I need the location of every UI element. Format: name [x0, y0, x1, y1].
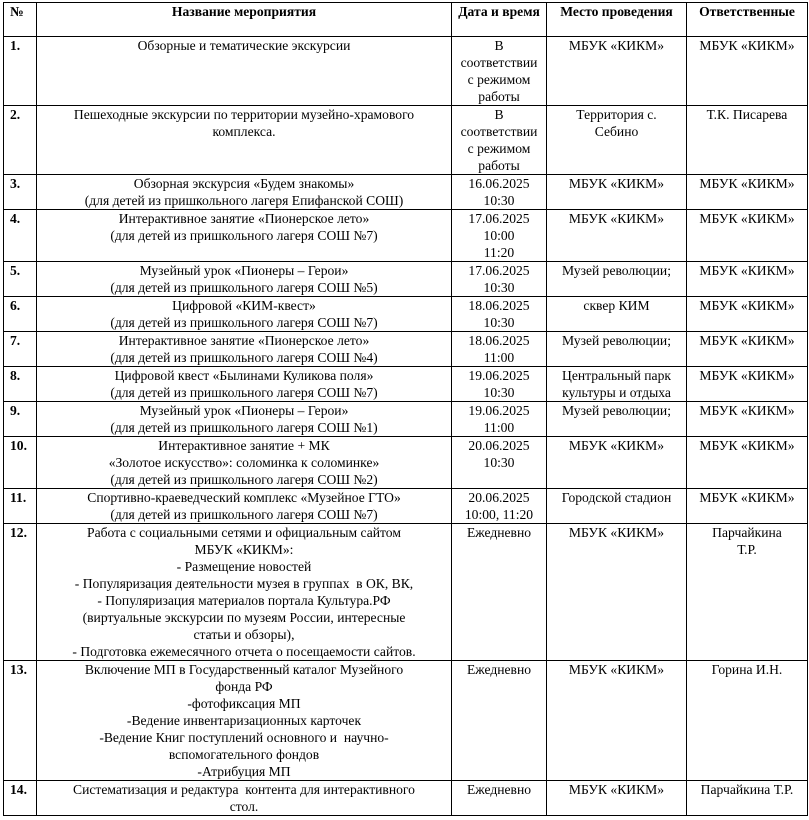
- cell-text-line: (для детей из пришкольного лагеря СОШ №7): [110, 315, 378, 330]
- cell-text-line: МБУК «КИКМ»: [699, 333, 795, 348]
- cell-text-line: Городской стадион: [561, 490, 672, 505]
- cell-text-line: Т.К. Писарева: [706, 107, 788, 122]
- event-name-cell: [37, 661, 452, 781]
- responsible-cell: [687, 781, 808, 816]
- header-name: Название мероприятия: [37, 3, 452, 37]
- responsible-cell: [687, 297, 808, 332]
- cell-text-line: МБУК «КИКМ»: [568, 662, 665, 677]
- event-name-cell: [37, 37, 452, 106]
- cell-text-line: Спортивно-краеведческий комплекс «Музейное ГТО»: [87, 490, 401, 505]
- cell-text-line: Цифровой квест «Былинами Куликова поля»: [114, 368, 374, 383]
- cell-text-line: 10:30: [483, 280, 515, 295]
- cell-text-line: Музейный урок «Пионеры – Герои»: [139, 263, 349, 278]
- cell-text-line: 18.06.2025: [468, 333, 530, 348]
- cell-text-line: соответствии: [460, 55, 538, 70]
- cell-text-line: (для детей из пришкольного лагеря СОШ №1): [110, 420, 378, 435]
- cell-text-line: Ежедневно: [466, 782, 532, 797]
- cell-text-line: 10:00, 11:20: [464, 507, 534, 522]
- row-number: 14.: [4, 781, 37, 816]
- event-name-cell: [37, 437, 452, 489]
- venue-cell: [547, 106, 687, 175]
- venue-cell: [547, 175, 687, 210]
- header-place: Место проведения: [547, 3, 687, 37]
- cell-text-line: МБУК «КИКМ»:: [194, 542, 294, 557]
- responsible-cell: [687, 524, 808, 661]
- cell-text-line: МБУК «КИКМ»: [568, 211, 665, 226]
- cell-text-line: Т.Р.: [737, 542, 757, 557]
- venue-cell: [547, 37, 687, 106]
- cell-text-line: 11:20: [483, 245, 515, 260]
- cell-text-line: -Ведение Книг поступлений основного и научно-: [99, 730, 389, 745]
- events-table: [3, 2, 808, 816]
- venue-cell: [547, 297, 687, 332]
- responsible-cell: [687, 402, 808, 437]
- cell-text-line: Парчайкина Т.Р.: [700, 782, 794, 797]
- table-row: [4, 661, 808, 781]
- responsible-cell: [687, 489, 808, 524]
- event-name-cell: [37, 367, 452, 402]
- cell-text-line: 10:30: [483, 455, 515, 470]
- cell-text-line: Горина И.Н.: [711, 662, 783, 677]
- event-name-cell: [37, 262, 452, 297]
- row-number: 6.: [4, 297, 37, 332]
- venue-cell: [547, 332, 687, 367]
- table-row: [4, 437, 808, 489]
- cell-text-line: Себино: [594, 124, 639, 139]
- cell-text-line: работы: [478, 158, 520, 173]
- table-row: [4, 262, 808, 297]
- cell-text-line: -Ведение инвентаризационных карточек: [126, 713, 362, 728]
- date-time-cell: [452, 175, 547, 210]
- event-name-cell: [37, 175, 452, 210]
- cell-text-line: Территория с.: [576, 107, 657, 122]
- header-date: Дата и время: [452, 3, 547, 37]
- date-time-cell: [452, 781, 547, 816]
- table-row: [4, 175, 808, 210]
- cell-text-line: Парчайкина: [712, 525, 782, 540]
- row-number: 11.: [4, 489, 37, 524]
- row-number: 13.: [4, 661, 37, 781]
- cell-text-line: Ежедневно: [466, 662, 532, 677]
- responsible-cell: [687, 210, 808, 262]
- cell-text-line: вспомогательного фондов: [168, 747, 320, 762]
- venue-cell: [547, 210, 687, 262]
- cell-text-line: (для детей из пришкольного лагеря Епифанской СОШ): [84, 193, 404, 208]
- date-time-cell: [452, 106, 547, 175]
- responsible-cell: [687, 332, 808, 367]
- row-number: 5.: [4, 262, 37, 297]
- event-name-cell: [37, 781, 452, 816]
- cell-text-line: МБУК «КИКМ»: [568, 525, 665, 540]
- cell-text-line: (для детей из пришкольного лагеря СОШ №2): [110, 472, 378, 487]
- table-row: [4, 210, 808, 262]
- table-row: [4, 367, 808, 402]
- cell-text-line: 10:30: [483, 385, 515, 400]
- table-row: [4, 402, 808, 437]
- responsible-cell: [687, 262, 808, 297]
- venue-cell: [547, 262, 687, 297]
- cell-text-line: комплекса.: [212, 124, 276, 139]
- venue-cell: [547, 524, 687, 661]
- date-time-cell: [452, 210, 547, 262]
- cell-text-line: МБУК «КИКМ»: [699, 490, 795, 505]
- responsible-cell: [687, 37, 808, 106]
- cell-text-line: 20.06.2025: [468, 438, 530, 453]
- table-row: [4, 781, 808, 816]
- cell-text-line: МБУК «КИКМ»: [699, 263, 795, 278]
- cell-text-line: МБУК «КИКМ»: [699, 38, 795, 53]
- venue-cell: [547, 402, 687, 437]
- cell-text-line: - Подготовка ежемесячного отчета о посещаемости сайтов.: [72, 644, 416, 659]
- cell-text-line: 19.06.2025: [468, 403, 530, 418]
- cell-text-line: МБУК «КИКМ»: [568, 38, 665, 53]
- cell-text-line: МБУК «КИКМ»: [699, 403, 795, 418]
- row-number: 7.: [4, 332, 37, 367]
- cell-text-line: МБУК «КИКМ»: [699, 298, 795, 313]
- cell-text-line: Обзорная экскурсия «Будем знакомы»: [133, 176, 355, 191]
- event-name-cell: [37, 524, 452, 661]
- table-row: [4, 106, 808, 175]
- cell-text-line: 17.06.2025: [468, 211, 530, 226]
- date-time-cell: [452, 402, 547, 437]
- cell-text-line: с режимом: [467, 141, 531, 156]
- cell-text-line: МБУК «КИКМ»: [699, 176, 795, 191]
- cell-text-line: МБУК «КИКМ»: [699, 211, 795, 226]
- cell-text-line: (для детей из пришкольного лагеря СОШ №4): [110, 350, 378, 365]
- date-time-cell: [452, 262, 547, 297]
- date-time-cell: [452, 37, 547, 106]
- table-row: [4, 297, 808, 332]
- cell-text-line: Музей революции;: [562, 403, 671, 418]
- cell-text-line: Ежедневно: [466, 525, 532, 540]
- row-number: 9.: [4, 402, 37, 437]
- event-name-cell: [37, 402, 452, 437]
- cell-text-line: (для детей из пришкольного лагеря СОШ №7): [110, 228, 378, 243]
- cell-text-line: МБУК «КИКМ»: [699, 438, 795, 453]
- cell-text-line: Центральный парк: [562, 368, 671, 383]
- cell-text-line: Включение МП в Государственный каталог Музейного: [84, 662, 404, 677]
- event-name-cell: [37, 106, 452, 175]
- table-row: [4, 524, 808, 661]
- cell-text-line: -фотофиксация МП: [187, 696, 301, 711]
- cell-text-line: работы: [478, 89, 520, 104]
- table-row: [4, 489, 808, 524]
- cell-text-line: соответствии: [460, 124, 538, 139]
- event-name-cell: [37, 297, 452, 332]
- date-time-cell: [452, 489, 547, 524]
- cell-text-line: Пешеходные экскурсии по территории музейно-храмового: [73, 107, 415, 122]
- header-num: №: [4, 3, 37, 37]
- cell-text-line: - Популяризация деятельности музея в группах в ОК, ВК,: [74, 576, 414, 591]
- row-number: 10.: [4, 437, 37, 489]
- date-time-cell: [452, 524, 547, 661]
- cell-text-line: МБУК «КИКМ»: [568, 176, 665, 191]
- cell-text-line: 20.06.2025: [468, 490, 530, 505]
- cell-text-line: Обзорные и тематические экскурсии: [137, 38, 351, 53]
- cell-text-line: -Атрибуция МП: [197, 764, 291, 779]
- responsible-cell: [687, 175, 808, 210]
- cell-text-line: 18.06.2025: [468, 298, 530, 313]
- row-number: 3.: [4, 175, 37, 210]
- cell-text-line: 17.06.2025: [468, 263, 530, 278]
- cell-text-line: МБУК «КИКМ»: [568, 438, 665, 453]
- cell-text-line: статьи и обзоры),: [193, 627, 295, 642]
- date-time-cell: [452, 332, 547, 367]
- cell-text-line: Систематизация и редактура контента для интерактивного: [73, 782, 415, 797]
- date-time-cell: [452, 297, 547, 332]
- cell-text-line: В: [494, 107, 504, 122]
- cell-text-line: (для детей из пришкольного лагеря СОШ №7): [110, 385, 378, 400]
- cell-text-line: 10:30: [483, 193, 515, 208]
- cell-text-line: фонда РФ: [215, 679, 273, 694]
- cell-text-line: (для детей из пришкольного лагеря СОШ №7): [110, 507, 378, 522]
- table-body: [4, 37, 808, 816]
- cell-text-line: - Популяризация материалов портала Культура.РФ: [97, 593, 391, 608]
- date-time-cell: [452, 437, 547, 489]
- table-row: [4, 37, 808, 106]
- cell-text-line: Интерактивное занятие + МК: [158, 438, 330, 453]
- venue-cell: [547, 437, 687, 489]
- event-name-cell: [37, 210, 452, 262]
- cell-text-line: (виртуальные экскурсии по музеям России, интересные: [82, 610, 406, 625]
- cell-text-line: 16.06.2025: [468, 176, 530, 191]
- responsible-cell: [687, 106, 808, 175]
- cell-text-line: 10:30: [483, 315, 515, 330]
- cell-text-line: 11:00: [483, 420, 515, 435]
- cell-text-line: Цифровой «КИМ-квест»: [172, 298, 316, 313]
- date-time-cell: [452, 367, 547, 402]
- venue-cell: [547, 781, 687, 816]
- cell-text-line: МБУК «КИКМ»: [699, 368, 795, 383]
- cell-text-line: В: [494, 38, 504, 53]
- row-number: 8.: [4, 367, 37, 402]
- cell-text-line: Интерактивное занятие «Пионерское лето»: [118, 211, 370, 226]
- event-name-cell: [37, 489, 452, 524]
- table-row: [4, 332, 808, 367]
- cell-text-line: Музей революции;: [562, 263, 671, 278]
- cell-text-line: МБУК «КИКМ»: [568, 782, 665, 797]
- cell-text-line: 10:00: [483, 228, 515, 243]
- cell-text-line: Интерактивное занятие «Пионерское лето»: [118, 333, 370, 348]
- cell-text-line: (для детей из пришкольного лагеря СОШ №5): [110, 280, 378, 295]
- row-number: 1.: [4, 37, 37, 106]
- cell-text-line: Работа с социальными сетями и официальным сайтом: [87, 525, 401, 540]
- cell-text-line: культуры и отдыха: [562, 385, 671, 400]
- cell-text-line: Музей революции;: [562, 333, 671, 348]
- schedule-page: [3, 2, 807, 816]
- event-name-cell: [37, 332, 452, 367]
- cell-text-line: с режимом: [467, 72, 531, 87]
- cell-text-line: Музейный урок «Пионеры – Герои»: [139, 403, 349, 418]
- date-time-cell: [452, 661, 547, 781]
- responsible-cell: [687, 437, 808, 489]
- cell-text-line: 19.06.2025: [468, 368, 530, 383]
- cell-text-line: - Размещение новостей: [176, 559, 312, 574]
- cell-text-line: сквер КИМ: [583, 298, 650, 313]
- header-responsible: Ответственные: [687, 3, 808, 37]
- venue-cell: [547, 661, 687, 781]
- row-number: 2.: [4, 106, 37, 175]
- responsible-cell: [687, 661, 808, 781]
- header-row: [4, 3, 808, 37]
- venue-cell: [547, 367, 687, 402]
- row-number: 4.: [4, 210, 37, 262]
- cell-text-line: стол.: [229, 799, 259, 814]
- cell-text-line: 11:00: [483, 350, 515, 365]
- row-number: 12.: [4, 524, 37, 661]
- venue-cell: [547, 489, 687, 524]
- responsible-cell: [687, 367, 808, 402]
- cell-text-line: «Золотое искусство»: соломинка к соломинке»: [108, 455, 380, 470]
